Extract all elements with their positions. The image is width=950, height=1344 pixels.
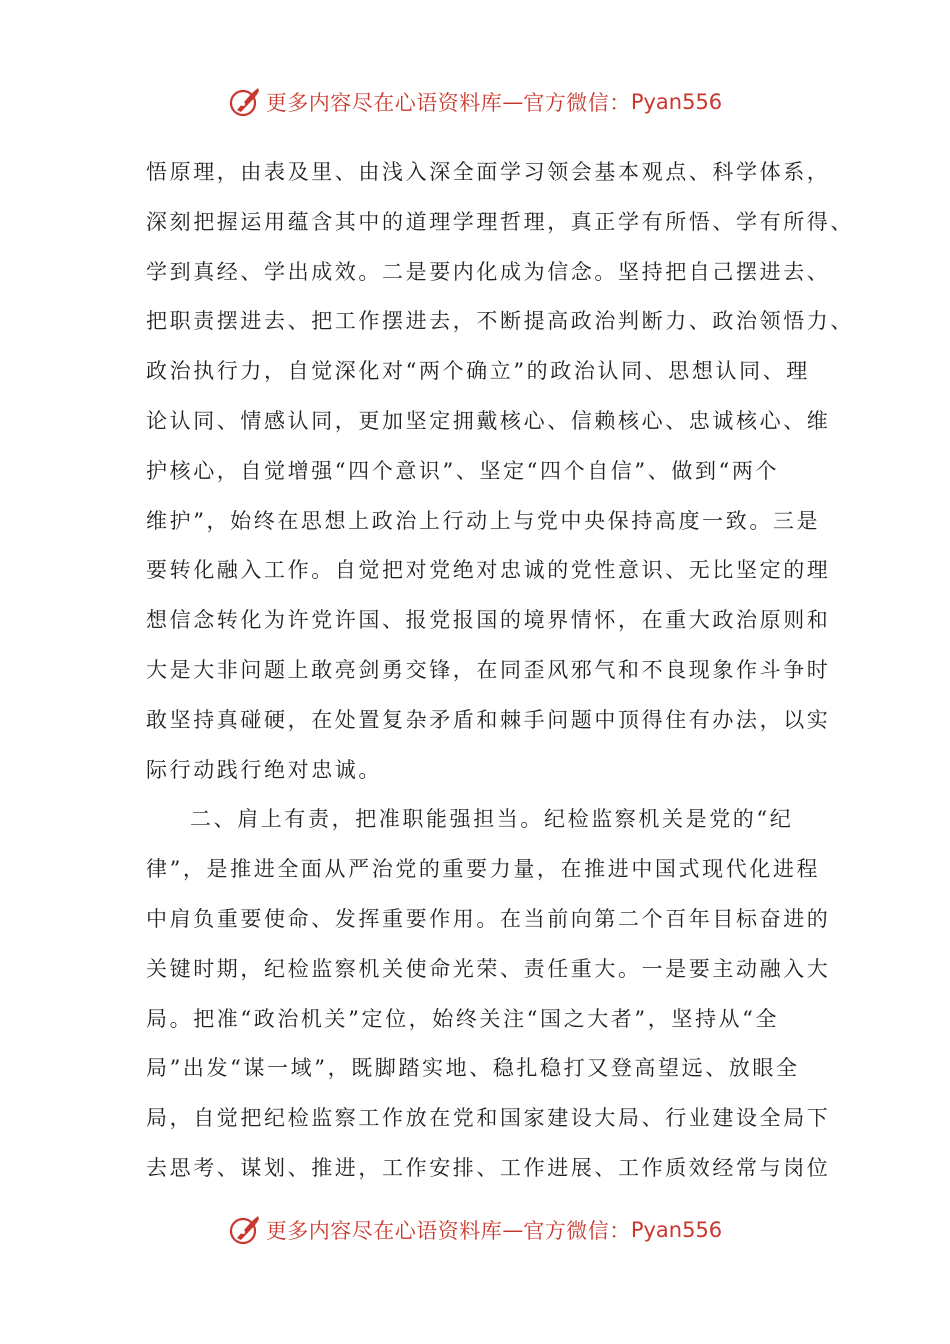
text-line: 律”，是推进全面从严治党的重要力量，在推进中国式现代化进程 — [146, 857, 821, 882]
pen-nib-logo-icon — [228, 85, 262, 119]
footer-contact-label: 官方微信： — [523, 1219, 631, 1243]
header-contact-handle: Pyan556 — [630, 90, 723, 114]
text-line: 护核心，自觉增强“四个意识”、坚定“四个自信”、做到“两个 — [146, 458, 780, 483]
text-line: 维护”，始终在思想上政治上行动上与党中央保持高度一致。三是 — [146, 508, 821, 533]
document-body — [146, 148, 854, 1194]
header-contact-label: 官方微信： — [523, 91, 631, 115]
header-separator: — — [502, 90, 524, 114]
footer-site-text: 更多内容尽在心语资料库 — [265, 1219, 503, 1243]
text-line: 关键时期，纪检监察机关使命光荣、责任重大。一是要主动融入大 — [146, 956, 831, 981]
text-line: 大是大非问题上敢亮剑勇交锋，在同歪风邪气和不良现象作斗争时 — [146, 657, 831, 682]
text-line: 要转化融入工作。自觉把对党绝对忠诚的党性意识、无比坚定的理 — [146, 558, 831, 583]
text-line: 深刻把握运用蕴含其中的道理学理哲理，真正学有所悟、学有所得、 — [146, 209, 854, 234]
footer-banner — [0, 1210, 950, 1250]
text-line: 论认同、情感认同，更加坚定拥戴核心、信赖核心、忠诚核心、维 — [146, 408, 831, 433]
paragraph-start-line: 二、肩上有责，把准职能强担当。纪检监察机关是党的“纪 — [190, 807, 794, 832]
text-line: 想信念转化为许党许国、报党报国的境界情怀，在重大政治原则和 — [146, 608, 831, 633]
text-line: 学到真经、学出成效。二是要内化成为信念。坚持把自己摆进去、 — [146, 259, 831, 284]
text-line: 局，自觉把纪检监察工作放在党和国家建设大局、行业建设全局下 — [146, 1106, 831, 1131]
footer-contact-handle: Pyan556 — [630, 1218, 723, 1242]
text-line: 去思考、谋划、推进，工作安排、工作进展、工作质效经常与岗位 — [146, 1155, 831, 1180]
text-line: 局”出发“谋一域”，既脚踏实地、稳扎稳打又登高望远、放眼全 — [146, 1056, 800, 1081]
text-line: 政治执行力，自觉深化对“两个确立”的政治认同、思想认同、理 — [146, 359, 810, 384]
footer-separator: — — [502, 1218, 524, 1242]
header-banner — [0, 82, 950, 122]
text-line: 把职责摆进去、把工作摆进去，不断提高政治判断力、政治领悟力、 — [146, 309, 854, 334]
header-site-text: 更多内容尽在心语资料库 — [265, 91, 503, 115]
pen-nib-logo-icon — [228, 1213, 262, 1247]
text-line: 中肩负重要使命、发挥重要作用。在当前向第二个百年目标奋进的 — [146, 906, 831, 931]
text-line: 局。把准“政治机关”定位，始终关注“国之大者”，坚持从“全 — [146, 1006, 780, 1031]
text-line: 际行动践行绝对忠诚。 — [146, 757, 382, 782]
text-line: 悟原理，由表及里、由浅入深全面学习领会基本观点、科学体系， — [146, 160, 831, 184]
text-line: 敢坚持真碰硬，在处置复杂矛盾和棘手问题中顶得住有办法，以实 — [146, 707, 831, 732]
